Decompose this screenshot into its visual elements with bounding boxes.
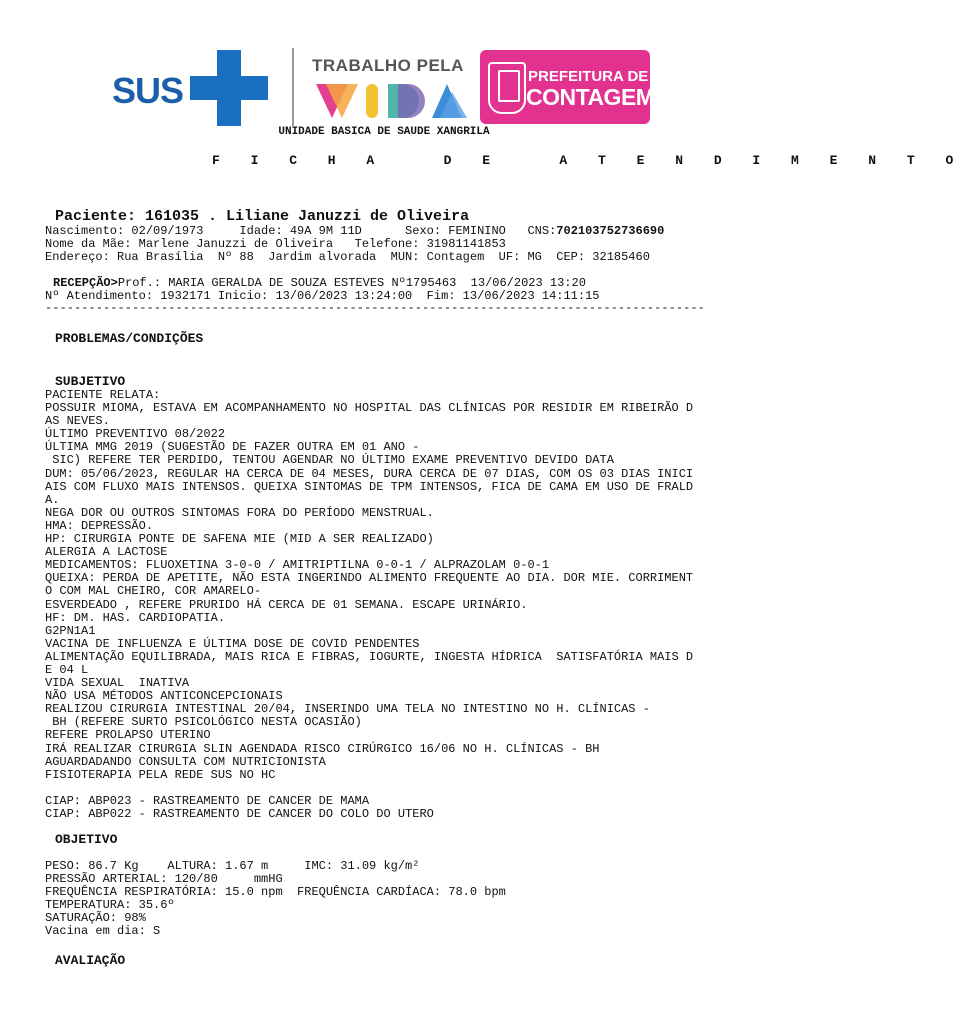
reception-professional: Prof.: MARIA GERALDA DE SOUZA ESTEVES Nº1795463 13/06/2023 13:20 — [117, 276, 586, 290]
prefeitura-logo — [480, 50, 655, 124]
patient-mother-line: Nome da Mãe: Marlene Januzzi de Oliveira Telefone: 31981141853 — [45, 237, 506, 251]
text-line: CIAP: ABP023 - RASTREAMENTO DE CANCER DE MAMA — [45, 793, 370, 808]
text-line: HP: CIRURGIA PONTE DE SAFENA MIE (MID A SER REALIZADO) — [45, 532, 434, 547]
patient-address-line: Endereço: Rua Brasília Nº 88 Jardim alvorada MUN: Contagem UF: MG CEP: 32185460 — [45, 250, 650, 264]
text-line: SATURAÇÃO: 98% — [45, 911, 146, 926]
form-title: F I C H A D E A T E N D I M E N T O — [212, 153, 965, 168]
prefeitura-line1: PREFEITURA DE — [528, 68, 649, 85]
text-line: POSSUIR MIOMA, ESTAVA EM ACOMPANHAMENTO NO HOSPITAL DAS CLÍNICAS POR RESIDIR EM RIBEIRÃO D — [45, 401, 694, 416]
sus-logo-text: SUS — [112, 70, 184, 111]
text-line: HF: DM. HAS. CARDIOPATIA. — [45, 610, 226, 625]
text-line: NEGA DOR OU OUTROS SINTOMAS FORA DO PERÍODO MENSTRUAL. — [45, 505, 434, 520]
section-objetivo: OBJETIVO — [55, 832, 118, 847]
text-line: A. — [45, 492, 60, 507]
text-line: FREQUÊNCIA RESPIRATÓRIA: 15.0 npm FREQUÊNCIA CARDÍACA: 78.0 bpm — [45, 885, 506, 900]
text-line: BH (REFERE SURTO PSICOLÓGICO NESTA OCASIÃO) — [45, 715, 362, 730]
patient-cns: 702103752736690 — [556, 224, 665, 238]
text-line: REALIZOU CIRURGIA INTESTINAL 20/04, INSERINDO UMA TELA NO INTESTINO NO H. CLÍNICAS - — [45, 702, 650, 717]
text-line: PESO: 86.7 Kg ALTURA: 1.67 m IMC: 31.09 kg/m² — [45, 859, 420, 873]
text-line: VIDA SEXUAL INATIVA — [45, 676, 190, 691]
patient-title: Paciente: 161035 . Liliane Januzzi de Oliveira — [55, 208, 470, 225]
text-line: ESVERDEADO , REFERE PRURIDO HÁ CERCA DE 01 SEMANA. ESCAPE URINÁRIO. — [45, 597, 528, 612]
text-line: O COM MAL CHEIRO, COR AMARELO- — [45, 584, 262, 599]
text-line: IRÁ REALIZAR CIRURGIA SLIN AGENDADA RISCO CIRÚRGICO 16/06 NO H. CLÍNICAS - BH — [45, 741, 600, 756]
text-line: SIC) REFERE TER PERDIDO, TENTOU AGENDAR NO ÚLTIMO EXAME PREVENTIVO DEVIDO DATA — [45, 453, 614, 468]
text-line: DUM: 05/06/2023, REGULAR HA CERCA DE 04 MESES, DURA CERCA DE 07 DIAS, COM OS 03 DIAS INICI — [45, 466, 694, 481]
text-line: REFERE PROLAPSO UTERINO — [45, 728, 211, 743]
text-line: QUEIXA: PERDA DE APETITE, NÃO ESTA INGERINDO ALIMENTO FREQUENTE AO DIA. DOR MIE. CORRIMENT — [45, 571, 694, 586]
text-line: ALIMENTAÇÃO EQUILIBRADA, MAIS RICA E FIBRAS, IOGURTE, INGESTA HÍDRICA SATISFATÓRIA MAIS D — [45, 649, 694, 664]
section-subjetivo: SUBJETIVO — [55, 374, 126, 389]
text-line: G2PN1A1 — [45, 623, 96, 638]
section-problemas: PROBLEMAS/CONDIÇÕES — [55, 331, 204, 346]
text-line: VACINA DE INFLUENZA E ÚLTIMA DOSE DE COVID PENDENTES — [45, 636, 420, 651]
text-line: AGUARDADANDO CONSULTA COM NUTRICIONISTA — [45, 754, 326, 769]
text-line: AIS COM FLUXO MAIS INTENSOS. QUEIXA SINTOMAS DE TPM INTENSOS, FICA DE CAMA EM USO DE FRALD — [45, 479, 694, 494]
attendance-times: Nº Atendimento: 1932171 Inicio: 13/06/2023 13:24:00 Fim: 13/06/2023 14:11:15 — [45, 289, 600, 303]
city-emblem-icon — [488, 62, 526, 114]
text-line: MEDICAMENTOS: FLUOXETINA 3-0-0 / AMITRIPTILNA 0-0-1 / ALPRAZOLAM 0-0-1 — [45, 558, 550, 573]
text-line: NÃO USA MÉTODOS ANTICONCEPCIONAIS — [45, 689, 283, 704]
text-line: Vacina em dia: S — [45, 924, 161, 939]
text-line: TEMPERATURA: 35.6º — [45, 898, 175, 913]
text-line: HMA: DEPRESSÃO. — [45, 518, 154, 533]
patient-birth-text: Nascimento: 02/09/1973 Idade: 49A 9M 11D Sexo: FEMININO CNS: — [45, 224, 557, 238]
text-line: AS NEVES. — [45, 414, 110, 429]
logo-divider — [292, 48, 294, 126]
section-avaliacao: AVALIAÇÃO — [55, 953, 126, 968]
text-line: FISIOTERAPIA PELA REDE SUS NO HC — [45, 767, 276, 782]
reception-label: RECEPÇÃO> — [53, 276, 118, 290]
text-line: ALERGIA A LACTOSE — [45, 545, 168, 560]
header-logos — [112, 46, 657, 128]
trabalho-logo-text: TRABALHO PELA — [312, 56, 464, 75]
text-line — [45, 782, 735, 795]
text-line: E 04 L — [45, 662, 89, 677]
text-line: ÚLTIMA MMG 2019 (SUGESTÃO DE FAZER OUTRA EM 01 ANO - — [45, 440, 420, 455]
sus-cross-logo — [190, 50, 268, 126]
unit-name: UNIDADE BASICA DE SAUDE XANGRILA — [278, 126, 490, 138]
divider-line: ------------------------------------------------------------------------------------------- — [45, 301, 705, 315]
text-line: PRESSÃO ARTERIAL: 120/80 mmHG — [45, 872, 283, 887]
prefeitura-line2: CONTAGEM — [526, 84, 655, 110]
vida-logo — [312, 78, 472, 122]
objetivo-text — [45, 860, 735, 939]
text-line: ÚLTIMO PREVENTIVO 08/2022 — [45, 427, 226, 442]
subjetivo-text — [45, 389, 735, 821]
text-line: CIAP: ABP022 - RASTREAMENTO DE CANCER DO COLO DO UTERO — [45, 807, 434, 821]
text-line: PACIENTE RELATA: — [45, 388, 161, 402]
